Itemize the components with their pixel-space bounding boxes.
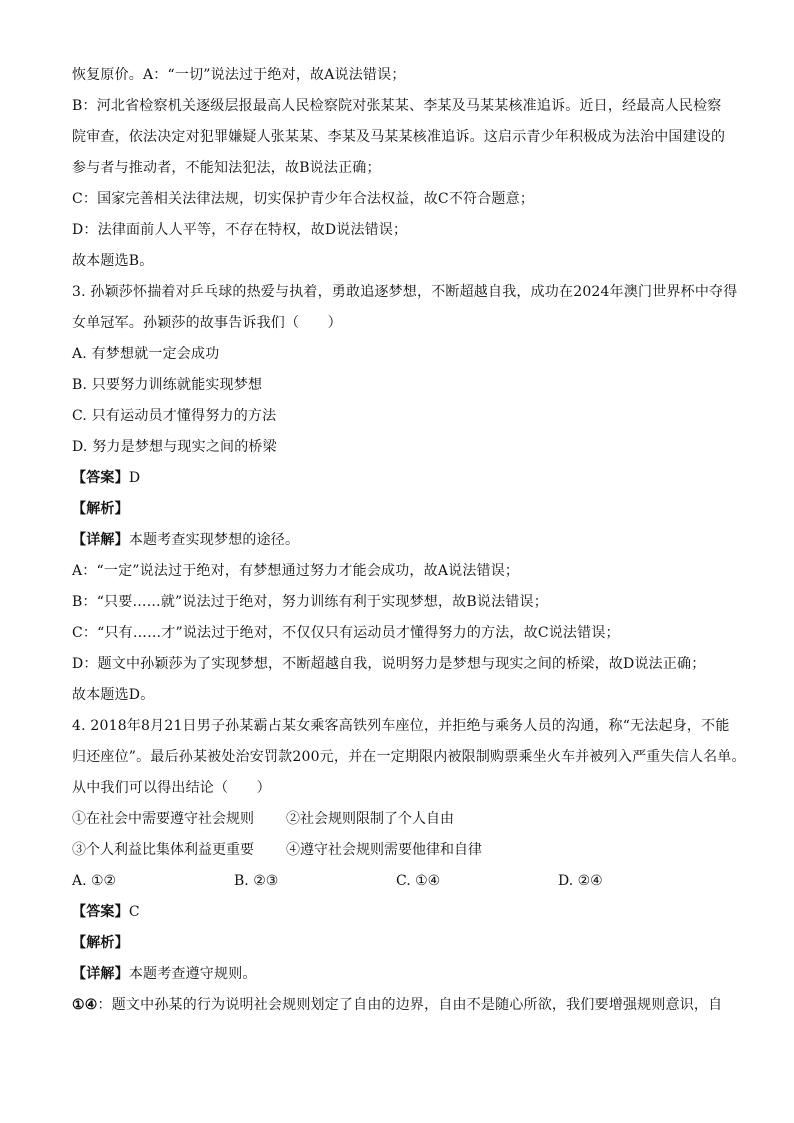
text-line: A：“一定”说法过于绝对，有梦想通过努力才能会成功，故A说法错误； <box>72 563 520 579</box>
text-line: 恢复原价。A：“一切”说法过于绝对，故A说法错误； <box>72 67 406 83</box>
section-line <box>72 959 732 990</box>
section-line <box>72 463 732 494</box>
text-line: 从中我们可以得出结论（ ） <box>72 780 271 796</box>
explanation-text: ：题文中孙某的行为说明社会规则划定了自由的边界，自由不是随心所欲，我们要增强规则意识，自 <box>97 997 723 1013</box>
text-line: B. 只要努力训练就能实现梦想 <box>72 377 263 393</box>
section-text: 本题考查遵守规则。 <box>128 966 257 982</box>
section-text: 本题考查实现梦想的途径。 <box>128 532 300 548</box>
text-line: 女单冠军。孙颖莎的故事告诉我们（ ） <box>72 315 342 331</box>
statement-row <box>72 835 732 866</box>
text-line: 4. 2018年8月21日男子孙某霸占某女乘客高铁列车座位，并拒绝与乘务人员的沟通，称“无法起身，不能 <box>72 718 730 734</box>
statement-item: ③个人利益比集体利益更重要 <box>72 842 254 858</box>
text-line: 3. 孙颖莎怀揣着对乒乓球的热爱与执着，勇敢追逐梦想，不断超越自我，成功在2024年澳门世界杯中夺得 <box>72 284 738 300</box>
section-tag: 【答案】 <box>72 470 129 486</box>
text-line: 参与者与推动者，不能知法犯法，故B说法正确； <box>72 160 381 176</box>
text-line: B：河北省检察机关逐级层报最高人民检察院对张某某、李某及马某某核准追诉。近日，经最高人民检察 <box>72 98 722 114</box>
text-line: D：法律面前人人平等，不存在特权，故D说法错误； <box>72 222 408 238</box>
statement-row <box>72 804 732 835</box>
section-line <box>72 928 732 959</box>
text-line: C. 只有运动员才懂得努力的方法 <box>72 408 277 424</box>
explanation-line <box>72 990 732 1021</box>
statement-item: ④遵守社会规则需要他律和自律 <box>286 842 482 858</box>
option-item: A. ①② <box>72 873 117 889</box>
section-tag: 【详解】 <box>72 966 129 982</box>
section-line <box>72 525 732 556</box>
text-line: B：“只要……就”说法过于绝对，努力训练有利于实现梦想，故B说法错误； <box>72 594 548 610</box>
text-line: 院审查，依法决定对犯罪嫌疑人张某某、李某及马某某核准追诉。这启示青少年积极成为法治中国建设的 <box>72 129 726 145</box>
section-text: C <box>128 904 140 920</box>
text-line: A. 有梦想就一定会成功 <box>72 346 220 362</box>
section-tag: 【解析】 <box>72 501 129 517</box>
option-item: C. ①④ <box>396 873 441 889</box>
section-tag: 【详解】 <box>72 532 129 548</box>
text-line: 归还座位”。最后孙某被处治安罚款200元，并在一定期限内被限制购票乘坐火车并被列入严重失信人名单。 <box>72 749 746 765</box>
statement-item: ②社会规则限制了个人自由 <box>286 811 454 827</box>
text-line: C：国家完善相关法律法规，切实保护青少年合法权益，故C不符合题意； <box>72 191 535 207</box>
section-tag: 【解析】 <box>72 935 129 951</box>
explanation-lead: ①④ <box>72 997 98 1013</box>
statement-item: ①在社会中需要遵守社会规则 <box>72 811 254 827</box>
option-item: D. ②④ <box>558 873 603 889</box>
text-line: C：“只有……才”说法过于绝对，不仅仅只有运动员才懂得努力的方法，故C说法错误； <box>72 625 620 641</box>
option-row <box>72 866 732 897</box>
section-text: D <box>128 470 141 486</box>
text-line: D. 努力是梦想与现实之间的桥梁 <box>72 439 277 455</box>
section-tag: 【答案】 <box>72 904 129 920</box>
section-line <box>72 897 732 928</box>
text-line: D：题文中孙颖莎为了实现梦想，不断超越自我，说明努力是梦想与现实之间的桥梁，故D说法正确； <box>72 656 706 672</box>
option-item: B. ②③ <box>234 873 279 889</box>
section-line <box>72 494 732 525</box>
text-line: 故本题选B。 <box>72 253 154 269</box>
document-page <box>72 60 746 1021</box>
text-line: 故本题选D。 <box>72 687 155 703</box>
